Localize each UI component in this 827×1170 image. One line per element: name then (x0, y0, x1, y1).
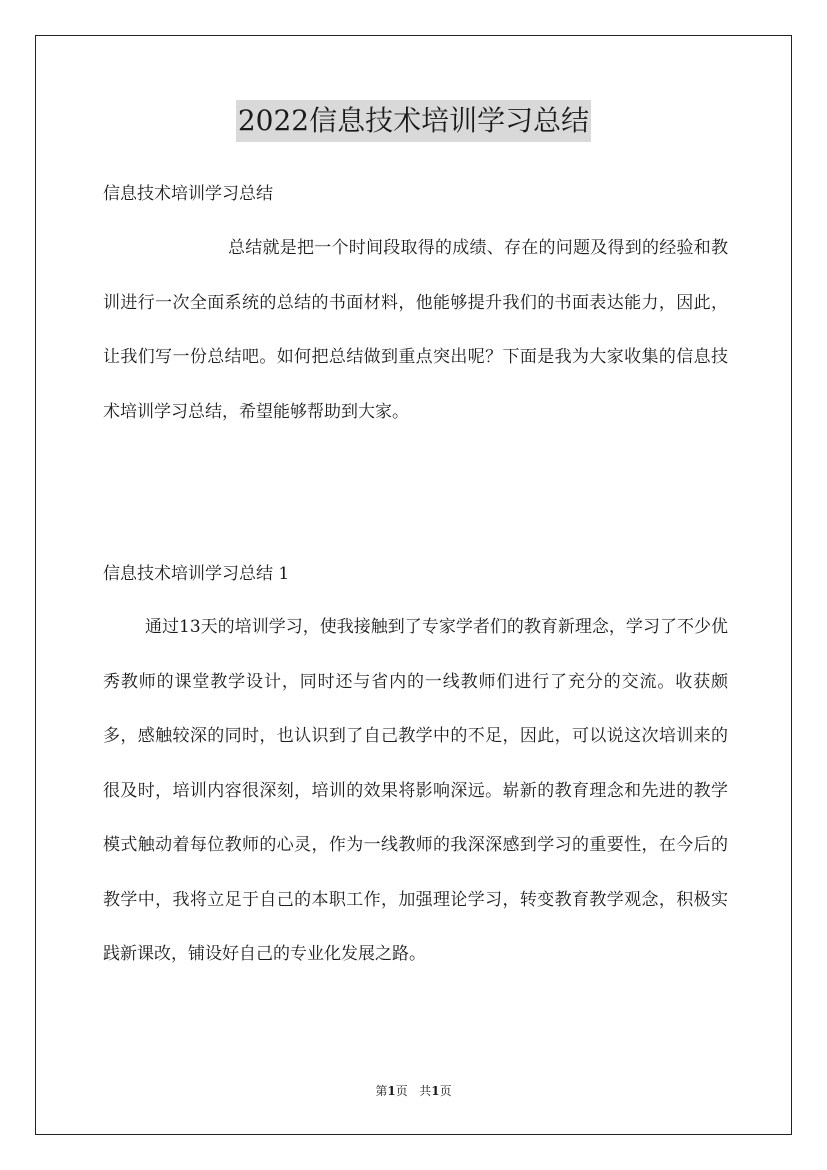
section-1-heading: 信息技术培训学习总结 1 (103, 564, 290, 584)
page-suffix: 页 (395, 1084, 408, 1098)
total-prefix: 共 (419, 1084, 432, 1098)
intro-paragraph: 总结就是把一个时间段取得的成绩、存在的问题及得到的经验和教训进行一次全面系统的总结的书面材料，他能够提升我们的书面表达能力，因此，让我们写一份总结吧。如何把总结做到重点突出呢？下面是我为大家收集的信息技术培训学习总结，希望能够帮助到大家。 (103, 238, 728, 422)
title-container (0, 100, 827, 142)
page-prefix: 第 (375, 1084, 388, 1098)
document-title: 2022信息技术培训学习总结 (236, 100, 591, 142)
total-number: 1 (431, 1084, 440, 1098)
page-footer (0, 1083, 827, 1099)
total-suffix: 页 (439, 1084, 452, 1098)
document-subtitle: 信息技术培训学习总结 (103, 184, 273, 204)
page-number: 1 (387, 1084, 396, 1098)
section-1-paragraph: 通过13天的培训学习，使我接触到了专家学者们的教育新理念，学习了不少优秀教师的课堂教学设计，同时还与省内的一线教师们进行了充分的交流。收获颇多，感触较深的同时，也认识到了自己教学中的不足，因此，可以说这次培训来的很及时，培训内容很深刻，培训的效果将影响深远。崭新的教育理念和先进的教学模式触动着每位教师的心灵，作为一线教师的我深深感到学习的重要性，在今后的教学中，我将立足于自己的本职工作，加强理论学习，转变教育教学观念，积极实践新课改，铺设好自己的专业化发展之路。 (103, 617, 728, 964)
